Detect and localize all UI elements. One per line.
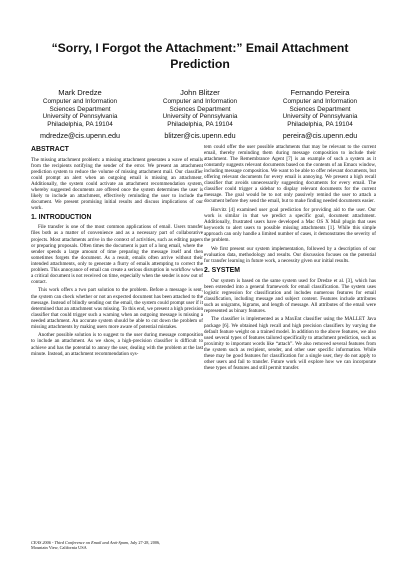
author-university: University of Pennsylvania <box>282 113 358 121</box>
author-university: University of Pennsylvania <box>162 113 238 121</box>
author-city: Philadelphia, PA 19104 <box>167 120 233 128</box>
author-name: Fernando Pereira <box>290 88 350 97</box>
author-city: Philadelphia, PA 19104 <box>47 120 113 128</box>
author-dept: Computer and Information <box>162 98 238 105</box>
abstract-text: The missing attachment problem: a missing attachment generates a wave of emails from the recipients notifying the sender of the error. We present an attachment prediction system to reduce the volume of missing attachment mail. Our classifier could prompt an alert when an outgoing email is missing an attachment. Additionally, the system could activate an attachment recommendation system, whereby suggested documents are offered once the system determines the user is likely to include an attachment, effectively reminding the user to include the document. We present promising initial results and discuss implications of our work. <box>31 156 203 211</box>
paper-title <box>20 40 380 72</box>
right-column <box>204 144 376 373</box>
author-email[interactable]: blitzer@cis.upenn.edu <box>164 131 236 141</box>
author-2 <box>142 88 258 142</box>
author-name: Mark Dredze <box>58 88 102 97</box>
intro-paragraph: tem could offer the user possible attachments that may be relevant to the current email, thereby reminding them during message composition to include their attachment. The Remembrance Agent [7] is an example of such a system as it constantly suggests relevant documents based on the contents of an Emacs window, including message composition. We want to be able to offer relevant documents, but offering relevant documents for every email is annoying. We present a high recall classifier that avoids unnecessarily suggesting documents for every email. The classifier could trigger a sidebar to display relevant documents for the current message. The goal would be to not only passively remind the user to attach a document before they send the email, but to make finding needed documents easier. <box>204 144 376 205</box>
author-university: University of Pennsylvania <box>42 113 118 121</box>
author-email[interactable]: mdredze@cis.upenn.edu <box>39 131 121 141</box>
footnote-date: , July 27-28, 2006, <box>128 540 161 545</box>
author-dept: Computer and Information <box>282 98 358 105</box>
author-email[interactable]: pereira@cis.upenn.edu <box>282 131 358 141</box>
intro-paragraph: File transfer is one of the most common applications of email. Users transfer files both as a matter of convenience and as a necessary part of collaborative projects. Most attachments arrive in the context of activities, such as editing papers or preparing proposals. Often times the document is part of a long email, where the sender spends a large amount of time preparing the message itself and then sometimes forgets the document. As a result, emails often arrive without their intended attachments, only to generate a flurry of emails attempting to correct the problem. This annoyance of email can create a serious disruption in workflow when a critical document is not received on time, especially when the sender is now out of contact. <box>31 224 204 285</box>
left-column <box>31 146 203 359</box>
author-city: Philadelphia, PA 19104 <box>287 120 353 128</box>
system-paragraph: The classifier is implemented as a MaxEnt classifier using the MALLET Java package [6]. We obtained high recall and high precision classifiers by varying the default feature weight on a trained model. In addition to the above features, we also used several types of features tailored specifically to attachment prediction, such as proximity to important words like “attach”. We also removed several features from the system such as recipient, sender, and other user specific information. While these may be good features for classification for a single user, they do not apply to other users and fail to transfer. Future work will explore how we can incorporate these types of features and still permit transfer. <box>204 316 376 371</box>
system-heading: 2. SYSTEM <box>204 267 240 275</box>
author-name: John Blitzer <box>180 88 220 97</box>
copyright-footnote <box>31 540 203 551</box>
title-line-2: Prediction <box>170 57 230 71</box>
abstract-heading: ABSTRACT <box>31 146 69 153</box>
author-dept: Sciences Department <box>49 105 111 113</box>
author-1 <box>22 88 138 142</box>
author-block <box>22 88 378 142</box>
author-dept: Sciences Department <box>289 105 351 113</box>
title-line-1: “Sorry, I Forgot the Attachment:” Email Attachment <box>51 41 349 55</box>
intro-paragraph: This work offers a two part solution to the problem. Before a message is sent, the system can check whether or not an expected document has been attached to the message. Instead of blindly sending out the email, the system could prompt user if it determined that an attachment was missing. To this end, we present a high precision classifier that could trigger such a warning when an outgoing message is missing a needed attachment. An accurate system should be able to cut down the problem of missing attachments by making users more aware of potential mistakes. <box>31 287 203 330</box>
author-dept: Computer and Information <box>42 98 118 105</box>
intro-paragraph: Horvitz [4] examined user goal prediction for providing aid to the user. Our work is similar in that we predict a specific goal, document attachment. Additionally, frustrated users have developed a Mac OS X Mail plugin that uses keywords to alert users to possible missing attachments [1]. While this simple approach can only handle a limited number of cases, it demonstrates the severity of the problem. <box>204 207 376 244</box>
author-dept: Sciences Department <box>169 105 231 113</box>
system-paragraph: Our system is based on the same system used for Dredze et al. [3], which has been extended into a general framework for email classification. The system uses logistic regression for classification and includes numerous features for email classification, including message and subject content. Features include attributes such as unigrams, bigrams, and length of message. All attributes of the email were represented as binary features. <box>204 277 376 314</box>
author-3 <box>262 88 378 142</box>
footnote-place: Mountain View, California USA <box>31 545 87 551</box>
footnote-venue: CEAS 2006 - Third Conference on Email and Anti-Spam <box>31 540 128 545</box>
intro-paragraph: Another possible solution is to suggest to the user during message composition to include an attachment. As we show, a high-precision classifier is difficult to achieve and has the potential to annoy the user, dealing with the problem at the last minute. Instead, an attachment recommendation sys- <box>31 332 203 357</box>
intro-heading: 1. INTRODUCTION <box>31 213 92 221</box>
intro-paragraph: We first present our system implementation, followed by a description of our evaluation data, methodology and results. Our discussion focuses on the potential for transfer learning in future work, a necessity given our initial results. <box>204 245 376 265</box>
